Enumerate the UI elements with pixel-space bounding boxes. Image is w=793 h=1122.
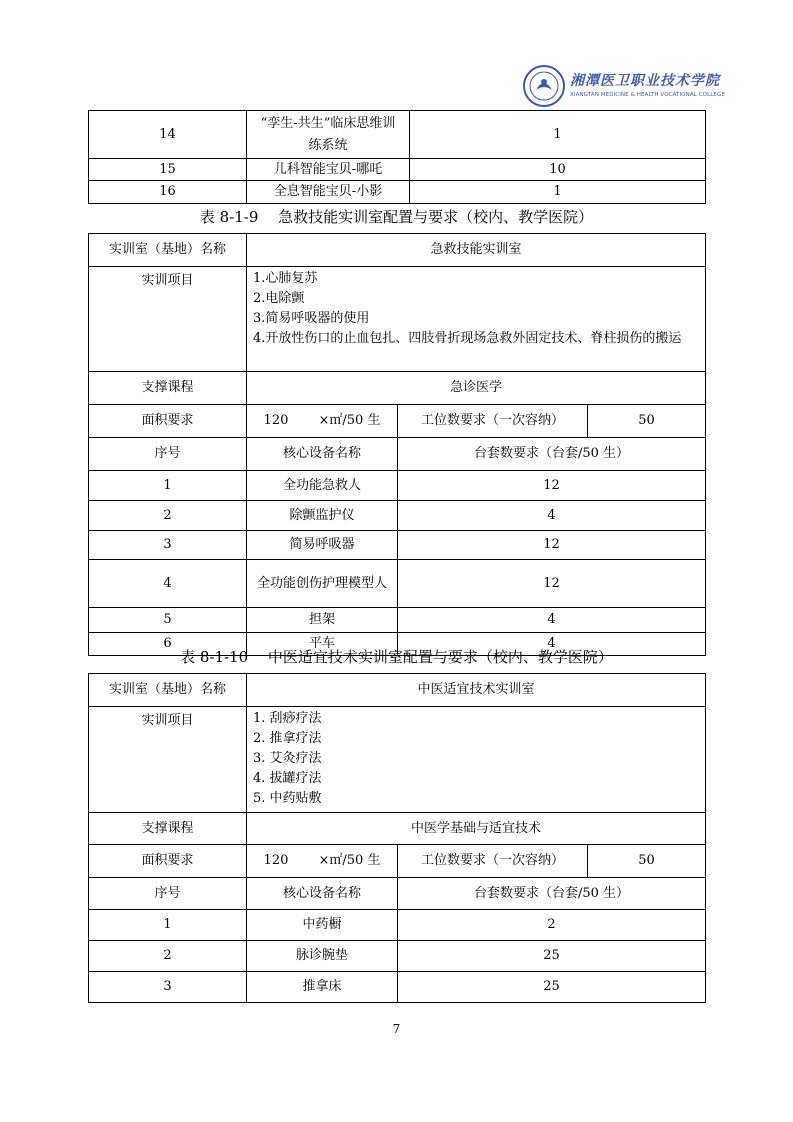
equipment-qty: 4: [398, 633, 706, 656]
station-label: 工位数要求（一次容纳）: [398, 845, 588, 878]
table-row: [89, 111, 706, 159]
table-row: [89, 674, 706, 707]
table-header-row: [89, 438, 706, 471]
room-label: 实训室（基地）名称: [89, 674, 247, 707]
project-item: 4.开放性伤口的止血包扎、四肢骨折现场急救外固定技术、脊柱损伤的搬运: [253, 331, 682, 346]
equipment-qty: 10: [410, 159, 706, 181]
equipment-name: 简易呼吸器: [247, 531, 398, 560]
college-name: 湘潭医卫职业技术学院: [570, 73, 720, 89]
row-number: 3: [89, 972, 247, 1003]
table-row: [89, 560, 706, 608]
equipment-qty: 12: [398, 560, 706, 608]
project-item: 3. 艾灸疗法: [253, 751, 322, 766]
row-number: 4: [89, 560, 247, 608]
equipment-name: 脉诊腕垫: [247, 941, 398, 972]
col-header-qty: 台套数要求（台套/50 生）: [398, 438, 706, 471]
projects-list: [247, 267, 706, 372]
project-item: 1.心肺复苏: [253, 271, 318, 286]
row-number: 3: [89, 531, 247, 560]
equipment-name: “孪生-共生”临床思维训练系统: [247, 111, 410, 159]
table-row: [89, 501, 706, 531]
table-caption-8-1-10: 表 8-1-10 中医适宜技术实训室配置与要求（校内、教学医院）: [180, 648, 613, 666]
project-item: 4. 拔罐疗法: [253, 771, 322, 786]
col-header-equipment: 核心设备名称: [247, 878, 398, 910]
equipment-qty: 2: [398, 910, 706, 941]
equipment-name: 中药橱: [247, 910, 398, 941]
project-item: 2. 推拿疗法: [253, 731, 322, 746]
table-caption-8-1-9: 表 8-1-9 急救技能实训室配置与要求（校内、教学医院）: [199, 208, 594, 226]
equipment-name: 儿科智能宝贝-哪吒: [247, 159, 410, 181]
station-value: 50: [588, 405, 706, 438]
row-number: 15: [89, 159, 247, 181]
table-row: [89, 608, 706, 633]
project-item: 1. 刮痧疗法: [253, 711, 322, 726]
course-value: 急诊医学: [247, 372, 706, 405]
table-row: [89, 159, 706, 181]
station-label: 工位数要求（一次容纳）: [398, 405, 588, 438]
table-row: [89, 181, 706, 204]
course-label: 支撑课程: [89, 813, 247, 845]
row-number: 1: [89, 471, 247, 501]
col-header-equipment: 核心设备名称: [247, 438, 398, 471]
continuation-table: [88, 110, 706, 204]
row-number: 5: [89, 608, 247, 633]
college-logo: [522, 64, 725, 108]
area-value: 120 ×㎡/50 生: [247, 845, 398, 878]
row-number: 2: [89, 501, 247, 531]
projects-label: 实训项目: [89, 267, 247, 372]
table-row: [89, 471, 706, 501]
tcm-techniques-table: [88, 673, 706, 1003]
equipment-name: 推拿床: [247, 972, 398, 1003]
col-header-no: 序号: [89, 878, 247, 910]
equipment-qty: 4: [398, 501, 706, 531]
room-value: 急救技能实训室: [247, 234, 706, 267]
equipment-qty: 12: [398, 531, 706, 560]
course-value: 中医学基础与适宜技术: [247, 813, 706, 845]
table-row: [89, 234, 706, 267]
project-item: 3.简易呼吸器的使用: [253, 311, 370, 326]
room-label: 实训室（基地）名称: [89, 234, 247, 267]
row-number: 14: [89, 111, 247, 159]
emergency-skills-table: [88, 233, 706, 656]
table-row: [89, 405, 706, 438]
table-row: [89, 372, 706, 405]
page-number: 7: [392, 1022, 401, 1036]
projects-label: 实训项目: [89, 707, 247, 813]
college-seal-icon: [522, 64, 566, 108]
equipment-qty: 4: [398, 608, 706, 633]
equipment-name: 全功能创伤护理模型人: [247, 560, 398, 608]
table-row: [89, 707, 706, 813]
equipment-name: 全息智能宝贝-小影: [247, 181, 410, 204]
equipment-name: 全功能急救人: [247, 471, 398, 501]
table-row: [89, 910, 706, 941]
row-number: 16: [89, 181, 247, 204]
projects-list: [247, 707, 706, 813]
equipment-name: 平车: [247, 633, 398, 656]
table-row: [89, 267, 706, 372]
station-value: 50: [588, 845, 706, 878]
col-header-no: 序号: [89, 438, 247, 471]
equipment-qty: 25: [398, 941, 706, 972]
equipment-qty: 1: [410, 111, 706, 159]
course-label: 支撑课程: [89, 372, 247, 405]
table-row: [89, 972, 706, 1003]
row-number: 1: [89, 910, 247, 941]
equipment-name: 除颤监护仪: [247, 501, 398, 531]
equipment-name: 担架: [247, 608, 398, 633]
table-row: [89, 813, 706, 845]
equipment-qty: 1: [410, 181, 706, 204]
equipment-qty: 12: [398, 471, 706, 501]
row-number: 6: [89, 633, 247, 656]
row-number: 2: [89, 941, 247, 972]
table-row: [89, 845, 706, 878]
project-item: 2.电除颤: [253, 291, 305, 306]
project-item: 5. 中药贴敷: [253, 791, 322, 806]
room-value: 中医适宜技术实训室: [247, 674, 706, 707]
area-value: 120 ×㎡/50 生: [247, 405, 398, 438]
table-row: [89, 941, 706, 972]
college-name-en: XIANGTAN MEDICINE & HEALTH VOCATIONAL COLLEGE: [570, 92, 725, 98]
area-label: 面积要求: [89, 845, 247, 878]
col-header-qty: 台套数要求（台套/50 生）: [398, 878, 706, 910]
table-header-row: [89, 878, 706, 910]
table-row: [89, 531, 706, 560]
area-label: 面积要求: [89, 405, 247, 438]
equipment-qty: 25: [398, 972, 706, 1003]
